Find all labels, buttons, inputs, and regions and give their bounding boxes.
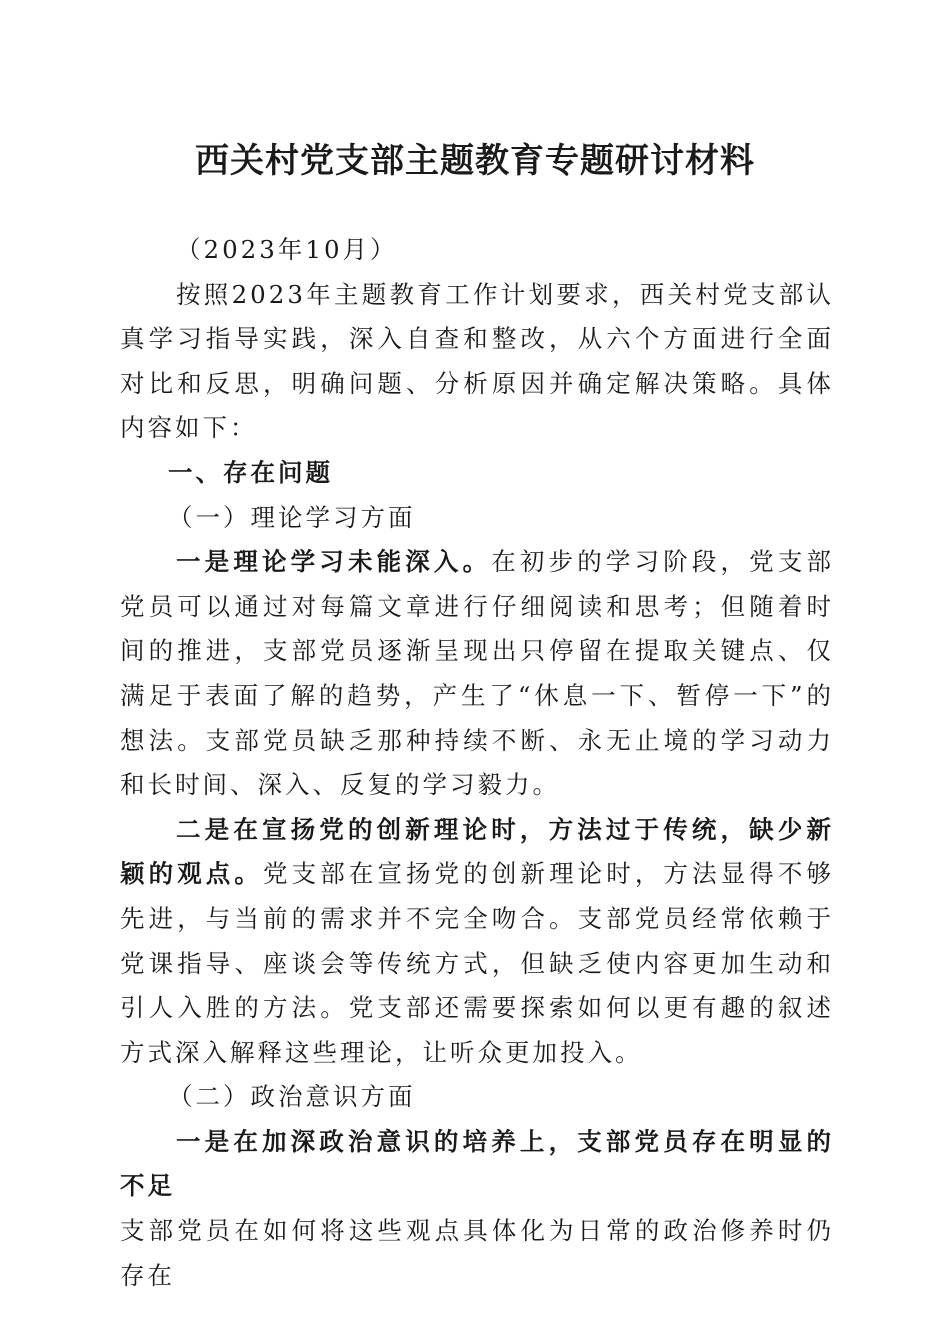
paragraph-lead: 二是在宣扬党的创新理论时，方法过于传统，缺少新颖的观点。 (120, 814, 834, 889)
subsection-heading-theory-study: （一）理论学习方面 (168, 502, 416, 532)
section-heading-problems: 一、存在问题 (168, 457, 333, 487)
document-date: （2023年10月） (176, 235, 398, 264)
intro-paragraph: 按照2023年主题教育工作计划要求，西关村党支部认真学习指导实践，深入自查和整改，从六个方面进行全面对比和反思，明确问题、分析原因并确定解决策略。具体内容如下： (120, 279, 834, 443)
paragraph-theory-study-2 (120, 808, 834, 1076)
document-body (120, 228, 834, 1298)
paragraph-theory-study-1 (120, 540, 834, 808)
paragraph-lead: 一是理论学习未能深入。 (176, 547, 492, 577)
paragraph-body: 在初步的学习阶段，党支部党员可以通过对每篇文章进行仔细阅读和思考；但随着时间的推进，支部党员逐渐呈现出只停留在提取关键点、仅满足于表面了解的趋势，产生了“休息一下、暂停一下”的想法。支部党员缺乏那种持续不断、永无止境的学习动力和长时间、深入、反复的学习毅力。 (120, 547, 834, 800)
paragraph-body: 支部党员在如何将这些观点具体化为日常的政治修养时仍存在 (120, 1216, 834, 1290)
paragraph-political-awareness-1-continued (120, 1209, 834, 1298)
document-title: 西关村党支部主题教育专题研讨材料 (195, 141, 755, 181)
paragraph-body: 党支部在宣扬党的创新理论时，方法显得不够先进，与当前的需求并不完全吻合。支部党员经常依赖于党课指导、座谈会等传统方式，但缺乏使内容更加生动和引人入胜的方法。党支部还需要探索如何以更有趣的叙述方式深入解释这些理论，让听众更加投入。 (120, 859, 835, 1067)
subsection-heading-political-awareness: （二）政治意识方面 (168, 1082, 416, 1112)
paragraph-political-awareness-1 (120, 1120, 834, 1209)
paragraph-lead: 一是在加深政治意识的培养上，支部党员存在明显的不足 (120, 1126, 834, 1201)
